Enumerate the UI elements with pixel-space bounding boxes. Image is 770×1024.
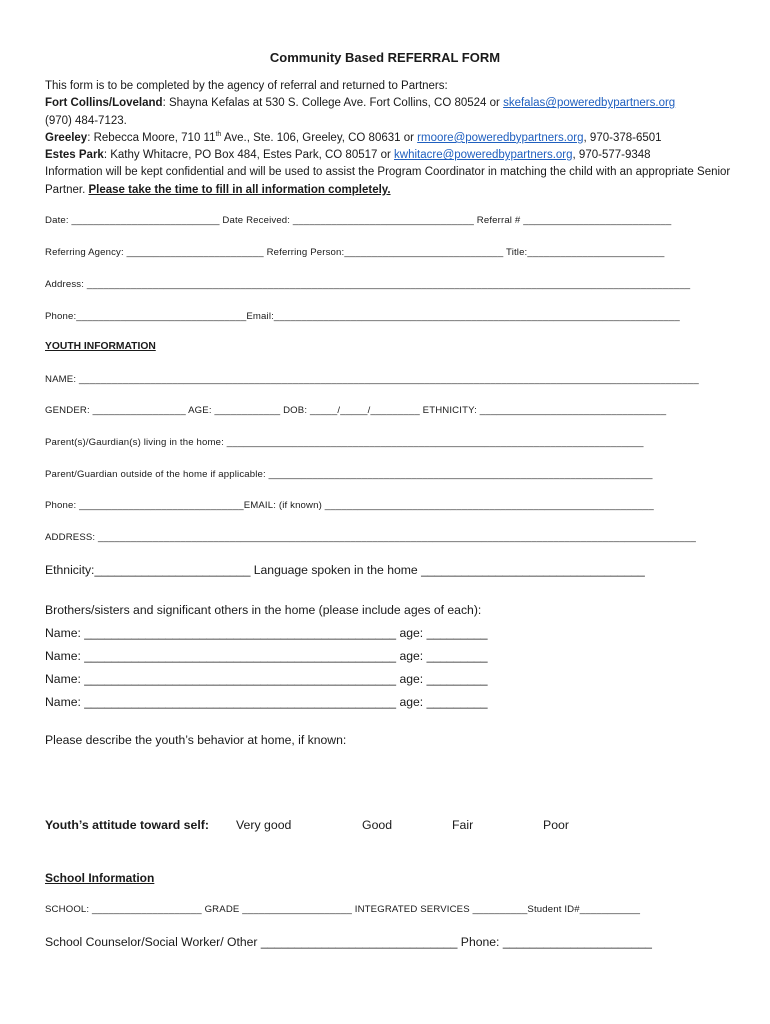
school-counselor-row[interactable]: School Counselor/Social Worker/ Other _____________________________ Phone: ______________________ (45, 935, 652, 949)
attitude-option-poor[interactable]: Poor (543, 818, 569, 832)
estes-park-phone: , 970-577-9348 (572, 149, 651, 162)
referring-agency-row[interactable]: Referring Agency: _________________________ Referring Person:_____________________________ Title:_________________________ (45, 247, 665, 258)
parent-outside-home-row[interactable]: Parent/Guardian outside of the home if applicable: ______________________________________________________________________ (45, 469, 653, 480)
youth-information-heading: YOUTH INFORMATION (45, 341, 156, 352)
greeley-contact (45, 130, 735, 147)
school-information-heading: School Information (45, 871, 155, 885)
ethnicity-language-row[interactable]: Ethnicity:_______________________ Language spoken in the home _________________________________ (45, 563, 645, 577)
form-title: Community Based REFERRAL FORM (269, 50, 501, 65)
attitude-option-fair[interactable]: Fair (452, 818, 474, 832)
estes-park-contact (45, 147, 735, 164)
sibling-row-4[interactable]: Name: ______________________________________________ age: _________ (45, 695, 488, 709)
school-grade-row[interactable]: SCHOOL: ____________________ GRADE ____________________ INTEGRATED SERVICES __________Student ID#___________ (45, 904, 641, 915)
gender-age-dob-row[interactable]: GENDER: _________________ AGE: ____________ DOB: _____/_____/_________ ETHNICITY: __________________________________ (45, 405, 667, 416)
greeley-address-b: Ave., Ste. 106, Greeley, CO 80631 or (221, 131, 418, 144)
greeley-address-a: : Rebecca Moore, 710 11 (87, 131, 216, 144)
estes-park-label: Estes Park (45, 149, 104, 162)
fort-collins-address: : Shayna Kefalas at 530 S. College Ave. Fort Collins, CO 80524 or (162, 97, 504, 110)
greeley-email-link[interactable]: rmoore@poweredbypartners.org (417, 131, 584, 144)
confidentiality-emphasis: Please take the time to fill in all information completely. (88, 183, 391, 196)
siblings-label: Brothers/sisters and significant others in the home (please include ages of each): (45, 603, 482, 617)
phone-email-row[interactable]: Phone:_______________________________Email:__________________________________________________________________________ (45, 311, 680, 322)
fort-collins-contact (45, 95, 735, 112)
confidentiality-text: Information will be kept confidential and will be used to assist the Program Coordinator in matching the child with an appropriate Senior Partner. (45, 166, 731, 196)
attitude-option-very-good[interactable]: Very good (236, 818, 292, 832)
attitude-label: Youth’s attitude toward self: (45, 818, 209, 832)
greeley-sup: th (215, 131, 222, 139)
address-row[interactable]: Address: ______________________________________________________________________________________________________________ (45, 279, 691, 290)
youth-phone-email-row[interactable]: Phone: ______________________________EMAIL: (if known) ____________________________________________________________ (45, 500, 654, 511)
fort-collins-label: Fort Collins/Loveland (45, 97, 163, 110)
parents-in-home-row[interactable]: Parent(s)/Gaurdian(s) living in the home: ____________________________________________________________________________ (45, 437, 644, 448)
estes-park-address: : Kathy Whitacre, PO Box 484, Estes Park, CO 80517 or (103, 149, 395, 162)
behavior-label: Please describe the youth’s behavior at home, if known: (45, 733, 347, 747)
fort-collins-phone: (970) 484-7123. (45, 114, 127, 127)
intro-block (45, 78, 735, 199)
greeley-phone: , 970-378-6501 (583, 131, 662, 144)
youth-address-row[interactable]: ADDRESS: _____________________________________________________________________________________________________________ (45, 532, 696, 543)
confidentiality-note (45, 164, 735, 199)
attitude-option-good[interactable]: Good (362, 818, 393, 832)
fort-collins-email-link[interactable]: skefalas@poweredbypartners.org (503, 97, 676, 110)
estes-park-email-link[interactable]: kwhitacre@poweredbypartners.org (394, 149, 573, 162)
sibling-row-3[interactable]: Name: ______________________________________________ age: _________ (45, 672, 488, 686)
sibling-row-2[interactable]: Name: ______________________________________________ age: _________ (45, 649, 488, 663)
youth-name-row[interactable]: NAME: _________________________________________________________________________________________________________________ (45, 374, 699, 385)
date-row[interactable]: Date: ___________________________ Date Received: _________________________________ Referral # ___________________________ (45, 215, 672, 226)
sibling-row-1[interactable]: Name: ______________________________________________ age: _________ (45, 626, 488, 640)
intro-line: This form is to be completed by the agency of referral and returned to Partners: (45, 80, 448, 92)
greeley-label: Greeley (45, 131, 88, 144)
